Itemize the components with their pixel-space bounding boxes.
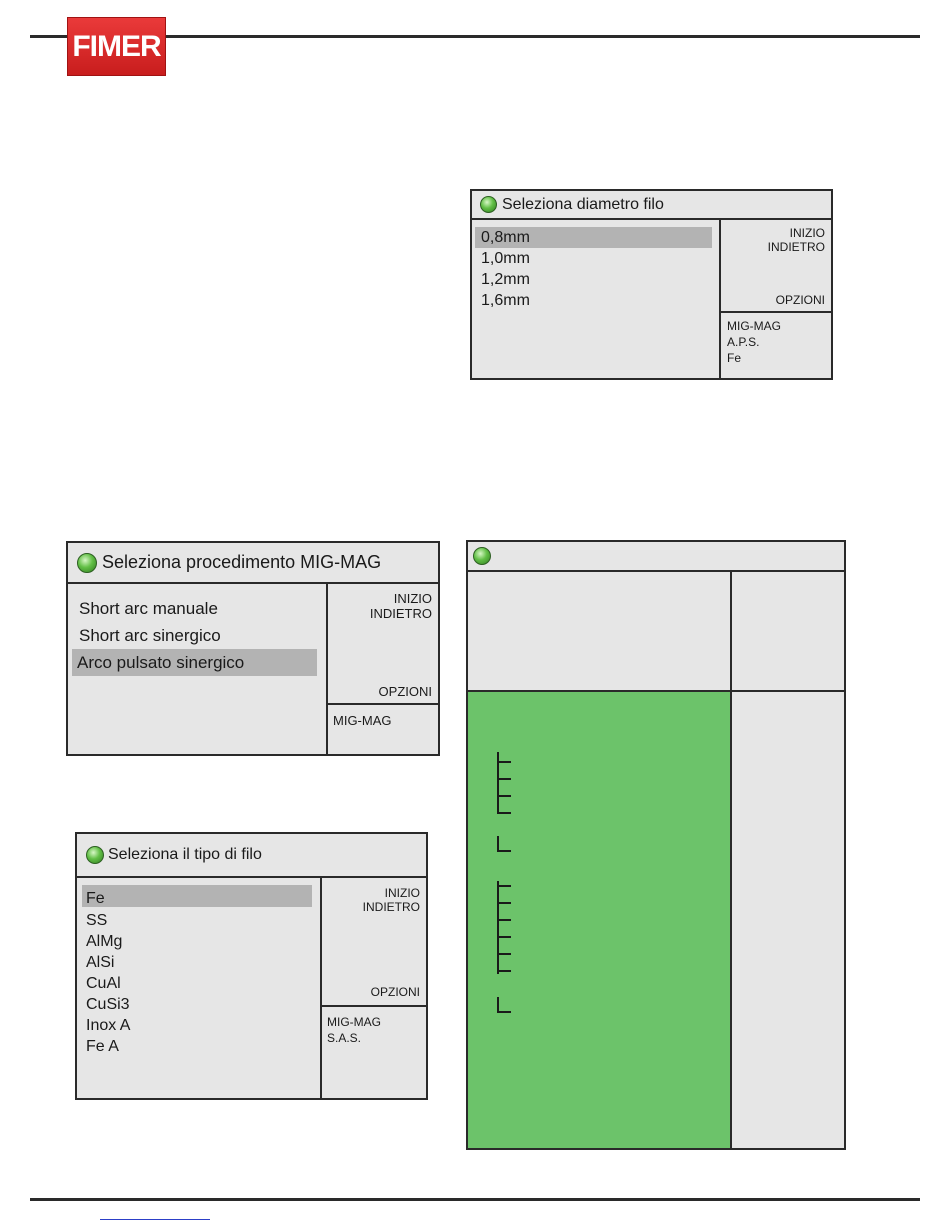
soft-key-menu (721, 220, 831, 313)
info-line: MIG-MAG (333, 713, 392, 728)
panel-title: Seleziona diametro filo (502, 195, 664, 213)
tree-leaf (497, 902, 511, 904)
wire-type-panel (75, 832, 428, 1100)
menu-tree-panel (466, 540, 846, 1150)
tree-leaf (497, 812, 511, 814)
panel-title: Seleziona procedimento MIG-MAG (102, 552, 382, 572)
menu-indietro[interactable]: INDIETRO (362, 900, 420, 914)
list-item[interactable]: 1,2mm (481, 271, 530, 288)
menu-opzioni[interactable]: OPZIONI (370, 985, 420, 999)
list-item[interactable]: 1,6mm (481, 292, 530, 309)
side-column (326, 584, 438, 754)
info-line: A.P.S. (727, 335, 760, 349)
panel-title: Seleziona il tipo di filo (108, 846, 262, 863)
process-list (68, 595, 326, 676)
info-box (727, 318, 781, 366)
tree-branch (497, 881, 499, 974)
tree-leaf (497, 970, 511, 972)
list-item-selected[interactable]: 0,8mm (475, 227, 712, 248)
side-column (719, 220, 831, 378)
status-led-icon (77, 553, 97, 573)
list-item[interactable]: CuAl (86, 975, 121, 992)
info-line: S.A.S. (327, 1031, 362, 1045)
menu-indietro[interactable]: INDIETRO (767, 240, 825, 254)
soft-key-menu (322, 878, 426, 1007)
info-line: MIG-MAG (327, 1015, 381, 1029)
side-column (320, 878, 426, 1098)
info-line: MIG-MAG (727, 319, 781, 333)
tree-leaf (497, 778, 511, 780)
wire-type-list (77, 885, 320, 1054)
list-item-selected[interactable]: Arco pulsato sinergico (72, 649, 317, 676)
list-item-selected[interactable]: Fe (82, 885, 312, 907)
info-box (333, 712, 392, 729)
menu-inizio[interactable]: INIZIO (789, 226, 825, 240)
list-item[interactable]: Inox A (86, 1017, 131, 1034)
soft-key-menu (328, 584, 438, 705)
list-item[interactable]: AlSi (86, 954, 115, 971)
fimer-logo: FIMER (67, 17, 166, 76)
status-led-icon (473, 547, 491, 565)
list-item[interactable]: Fe A (86, 1038, 119, 1055)
process-panel (66, 541, 440, 756)
lower-divider-vertical (730, 692, 732, 1148)
list-item[interactable]: AlMg (86, 933, 123, 950)
menu-inizio[interactable]: INIZIO (393, 591, 432, 606)
tree-leaf (497, 1011, 511, 1013)
info-line: Fe (727, 351, 742, 365)
tree-leaf (497, 936, 511, 938)
footer-link-underline[interactable] (100, 1219, 210, 1220)
list-item[interactable]: CuSi3 (86, 996, 130, 1013)
list-item[interactable]: Short arc sinergico (79, 626, 221, 645)
footer-rule (30, 1198, 920, 1201)
wire-diameter-panel (470, 189, 833, 380)
tree-leaf (497, 885, 511, 887)
panel-titlebar (468, 542, 844, 572)
tree-leaf (497, 761, 511, 763)
tree-leaf (497, 953, 511, 955)
status-led-icon (480, 196, 497, 213)
tree-leaf (497, 919, 511, 921)
tree-leaf (497, 795, 511, 797)
menu-inizio[interactable]: INIZIO (384, 886, 420, 900)
tree-leaf (497, 850, 511, 852)
menu-indietro[interactable]: INDIETRO (369, 606, 432, 621)
panel-titlebar (472, 191, 831, 220)
menu-opzioni[interactable]: OPZIONI (775, 293, 825, 307)
panel-titlebar (68, 543, 438, 584)
list-item[interactable]: SS (86, 912, 108, 929)
diameter-list (472, 227, 718, 311)
menu-opzioni[interactable]: OPZIONI (378, 684, 432, 699)
list-item[interactable]: 1,0mm (481, 250, 530, 267)
panel-titlebar (77, 834, 426, 878)
status-led-icon (86, 846, 104, 864)
list-item[interactable]: Short arc manuale (79, 599, 218, 618)
info-box (327, 1014, 381, 1046)
upper-divider-vertical (730, 572, 732, 691)
